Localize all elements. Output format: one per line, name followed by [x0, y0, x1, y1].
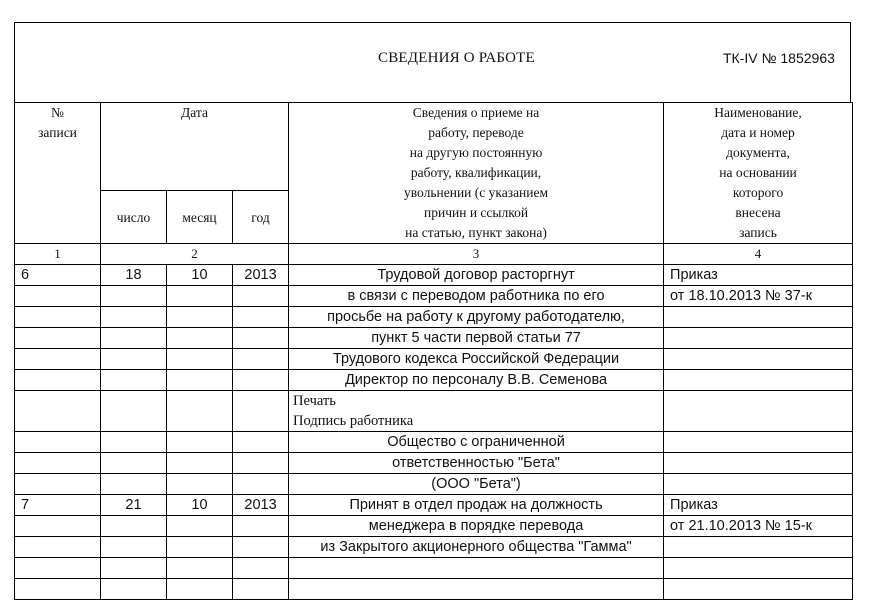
year-cell: [233, 537, 289, 558]
header-record-no-line: №: [51, 105, 64, 120]
table-row: [15, 370, 853, 391]
header-document-line: которого: [732, 185, 784, 200]
header-document-line: запись: [739, 225, 777, 240]
document-cell: [664, 432, 853, 453]
header-work-info-line: на статью, пункт закона): [405, 225, 547, 240]
day-cell: [101, 516, 167, 537]
column-number-4: 4: [664, 244, 853, 265]
record-no-cell: [15, 286, 101, 307]
work-info-cell: Принят в отдел продаж на должность: [289, 495, 664, 516]
record-no-cell: [15, 432, 101, 453]
work-info-cell: в связи с переводом работника по его: [289, 286, 664, 307]
header-work-info: [289, 103, 664, 244]
month-cell: [167, 286, 233, 307]
day-cell: [101, 558, 167, 579]
year-cell: [233, 349, 289, 370]
record-no-cell: [15, 391, 101, 432]
section-title: СВЕДЕНИЯ О РАБОТЕ: [378, 50, 535, 66]
record-no-cell: [15, 537, 101, 558]
table-row: [15, 558, 853, 579]
record-no-cell: 6: [15, 265, 101, 286]
table-row: [15, 391, 853, 432]
column-numbers-row: [15, 244, 853, 265]
table-row: [15, 516, 853, 537]
signature-note: Подпись работника: [293, 413, 414, 429]
header-year: год: [233, 191, 289, 244]
year-cell: [233, 579, 289, 600]
record-no-cell: [15, 579, 101, 600]
header-work-info-line: увольнении (с указанием: [404, 185, 549, 200]
work-info-cell: просьбе на работу к другому работодателю,: [289, 307, 664, 328]
record-no-cell: [15, 349, 101, 370]
year-cell: [233, 432, 289, 453]
header-document-line: дата и номер: [721, 125, 795, 140]
header-document-line: документа,: [726, 145, 790, 160]
header-record-no: [15, 103, 101, 244]
signature-note: Печать: [293, 393, 336, 409]
day-cell: [101, 453, 167, 474]
work-info-cell: Директор по персоналу В.В. Семенова: [289, 370, 664, 391]
month-cell: [167, 349, 233, 370]
header-work-info-line: причин и ссылкой: [424, 205, 529, 220]
table-row: [15, 307, 853, 328]
work-info-cell: пункт 5 части первой статьи 77: [289, 328, 664, 349]
work-info-cell: Трудового кодекса Российской Федерации: [289, 349, 664, 370]
work-record-table: [14, 102, 853, 600]
work-info-cell: [289, 579, 664, 600]
day-cell: [101, 349, 167, 370]
column-number-2: 2: [101, 244, 289, 265]
table-row: [15, 579, 853, 600]
table-row: [15, 286, 853, 307]
work-info-cell: Трудовой договор расторгнут: [289, 265, 664, 286]
record-no-cell: 7: [15, 495, 101, 516]
table-row: [15, 265, 853, 286]
year-cell: [233, 391, 289, 432]
table-row: [15, 474, 853, 495]
record-no-cell: [15, 516, 101, 537]
table-row: [15, 328, 853, 349]
column-number-1: 1: [15, 244, 101, 265]
column-number-3: 3: [289, 244, 664, 265]
record-no-cell: [15, 328, 101, 349]
document-cell: [664, 558, 853, 579]
year-cell: 2013: [233, 495, 289, 516]
day-cell: [101, 286, 167, 307]
month-cell: [167, 328, 233, 349]
table-row: [15, 432, 853, 453]
year-cell: [233, 328, 289, 349]
month-cell: [167, 370, 233, 391]
day-cell: 21: [101, 495, 167, 516]
record-no-cell: [15, 307, 101, 328]
header-day: число: [101, 191, 167, 244]
record-no-cell: [15, 558, 101, 579]
table-row: [15, 495, 853, 516]
document-cell: [664, 579, 853, 600]
day-cell: [101, 432, 167, 453]
header-work-info-line: работу, квалификации,: [410, 165, 542, 180]
record-no-cell: [15, 370, 101, 391]
document-cell: от 18.10.2013 № 37-к: [664, 286, 853, 307]
document-cell: [664, 474, 853, 495]
document-cell: от 21.10.2013 № 15-к: [664, 516, 853, 537]
header-record-no-line: записи: [38, 125, 77, 140]
work-info-cell: [289, 391, 664, 432]
month-cell: [167, 558, 233, 579]
document-cell: Приказ: [664, 495, 853, 516]
month-cell: [167, 453, 233, 474]
day-cell: [101, 579, 167, 600]
month-cell: [167, 579, 233, 600]
document-cell: [664, 370, 853, 391]
document-cell: [664, 537, 853, 558]
day-cell: [101, 537, 167, 558]
header-document-line: внесена: [735, 205, 781, 220]
document-cell: [664, 453, 853, 474]
year-cell: [233, 370, 289, 391]
table-row: [15, 537, 853, 558]
month-cell: [167, 537, 233, 558]
work-info-cell: Общество с ограниченной: [289, 432, 664, 453]
record-no-cell: [15, 453, 101, 474]
day-cell: [101, 474, 167, 495]
month-cell: [167, 391, 233, 432]
month-cell: [167, 516, 233, 537]
record-no-cell: [15, 474, 101, 495]
work-info-cell: ответственностью "Бета": [289, 453, 664, 474]
work-info-cell: [289, 558, 664, 579]
work-info-cell: (ООО "Бета"): [289, 474, 664, 495]
header-document: [664, 103, 853, 244]
form-series-number: ТК-IV № 1852963: [723, 50, 835, 66]
work-info-cell: менеджера в порядке перевода: [289, 516, 664, 537]
day-cell: [101, 391, 167, 432]
document-cell: [664, 307, 853, 328]
month-cell: 10: [167, 265, 233, 286]
year-cell: [233, 558, 289, 579]
table-row: [15, 453, 853, 474]
month-cell: [167, 432, 233, 453]
year-cell: [233, 474, 289, 495]
document-cell: [664, 391, 853, 432]
header-work-info-line: Сведения о приеме на: [412, 105, 540, 120]
day-cell: [101, 370, 167, 391]
day-cell: 18: [101, 265, 167, 286]
header-month: месяц: [167, 191, 233, 244]
year-cell: 2013: [233, 265, 289, 286]
document-cell: [664, 349, 853, 370]
year-cell: [233, 286, 289, 307]
header-document-line: на основании: [719, 165, 797, 180]
month-cell: 10: [167, 495, 233, 516]
header-document-line: Наименование,: [714, 105, 802, 120]
day-cell: [101, 307, 167, 328]
year-cell: [233, 453, 289, 474]
work-info-cell: из Закрытого акционерного общества "Гамма": [289, 537, 664, 558]
header-date: Дата: [101, 103, 289, 191]
year-cell: [233, 516, 289, 537]
table-row: [15, 349, 853, 370]
header-work-info-line: работу, переводе: [428, 125, 524, 140]
document-cell: Приказ: [664, 265, 853, 286]
month-cell: [167, 474, 233, 495]
document-cell: [664, 328, 853, 349]
header-work-info-line: на другую постоянную: [409, 145, 543, 160]
month-cell: [167, 307, 233, 328]
year-cell: [233, 307, 289, 328]
day-cell: [101, 328, 167, 349]
